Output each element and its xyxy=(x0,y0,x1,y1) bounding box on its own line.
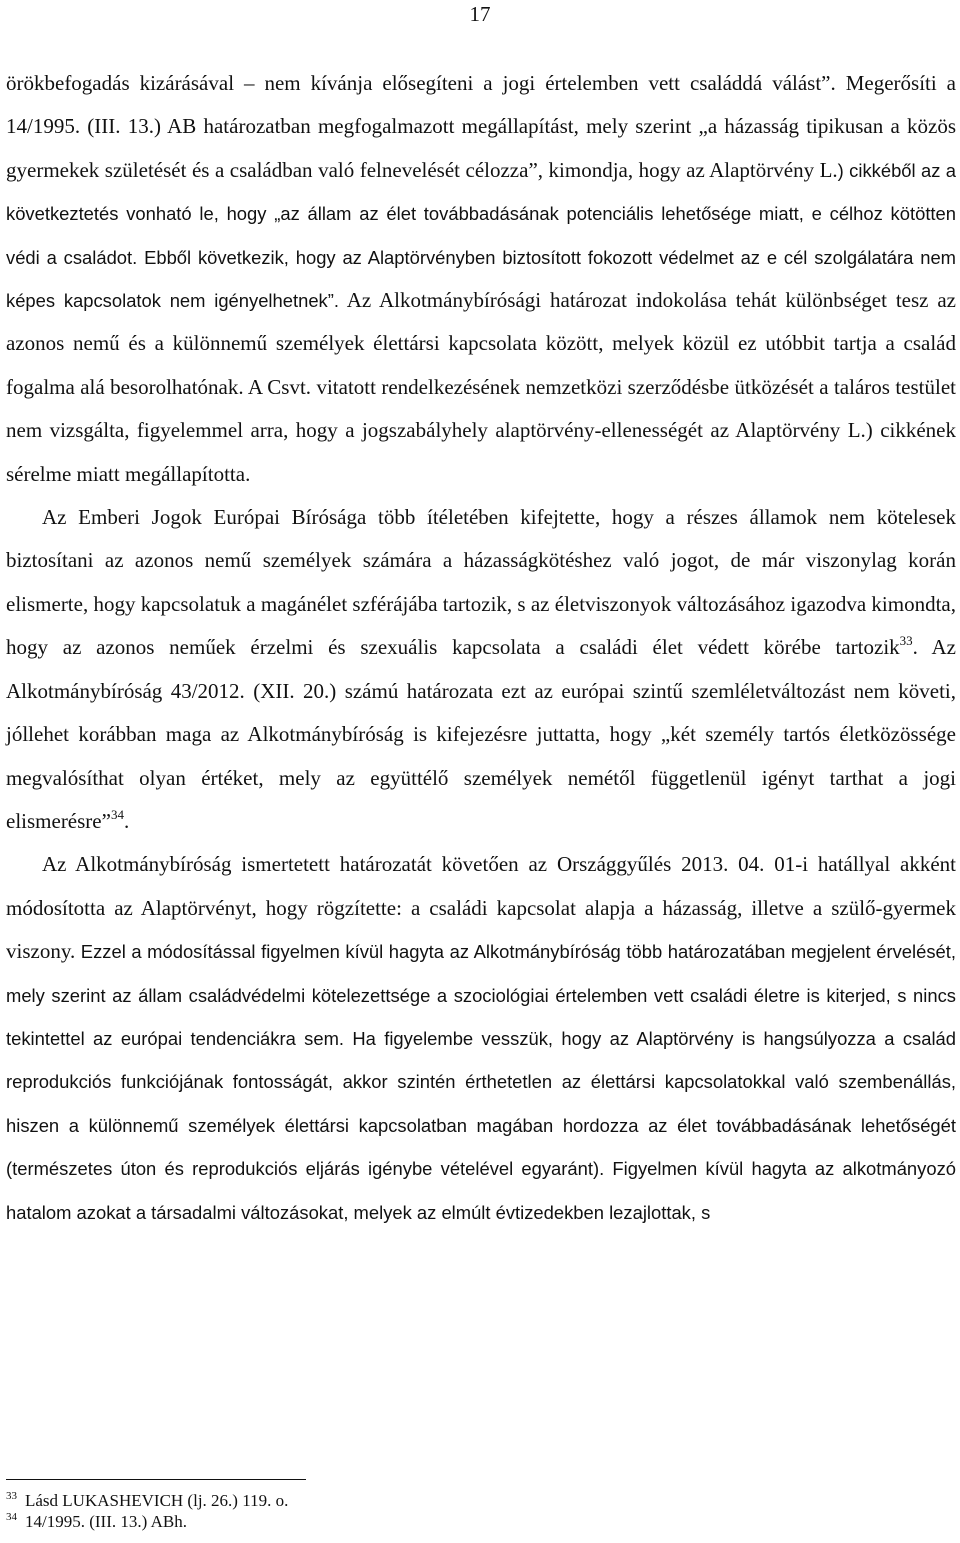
paragraph-3-part-1: Az Alkotmánybíróság ismertetett határozatát követően az Országgyűlés 2013. 04. 01-i hatállyal akként módosította az Alaptörvényt, hogy rögzítette: a családi kapcsolat alapja a házasság, illetve a szülő-gyermek viszony. xyxy=(6,852,956,964)
footnote-33 xyxy=(6,1490,956,1511)
footnote-number: 34 xyxy=(6,1511,17,1523)
paragraph-2-part-1: Az Emberi Jogok Európai Bírósága több ítéletében kifejtette, hogy a részes államok nem kötelesek biztosítani az azonos nemű személyek számára a házasságkötéshez való jogot, de már viszonylag korán elismerte, hogy kapcsolatuk a magánélet szférájába tartozik, s az életviszonyok változásához igazodva kimondta, hogy az azonos neműek érzelmi és szexuális kapcsolata a családi élet védett körébe tartozik xyxy=(6,505,956,660)
footnote-34 xyxy=(6,1511,956,1532)
footnote-ref-33[interactable]: 33 xyxy=(899,633,913,649)
footnote-text: Lásd LUKASHEVICH (lj. 26.) 119. o. xyxy=(25,1491,289,1510)
paragraph-2 xyxy=(6,496,956,843)
paragraph-1 xyxy=(6,62,956,496)
paragraph-1-part-1: örökbefogadás kizárásával – nem kívánja elősegíteni a jogi értelemben vett családdá válást”. Megerősíti a 14/1995. (III. 13.) AB határozatban megfogalmazott megállapítást, mely szerint „a házasság tipikusan a közös gyermekek születését és a családban való felnevelését célozza”, kimondja, hogy az Alaptörvény L. xyxy=(6,71,956,182)
body-text xyxy=(6,62,956,1234)
footnote-text: 14/1995. (III. 13.) ABh. xyxy=(25,1512,187,1531)
paragraph-2-part-2: . Az Alkotmánybíróság 43/2012. (XII. 20.) számú határozata ezt az európai szintű szemléletváltozást nem követi, jóllehet korábban maga az Alkotmánybíróság is kifejezésre juttatta, hogy „két személy tartós életközössége megvalósíthat olyan értéket, mely az együttélő személyek nemétől függetlenül igényt tarthat a jogi elismerésre” xyxy=(6,635,956,833)
page-number: 17 xyxy=(469,2,491,26)
footnote-separator xyxy=(6,1479,306,1480)
paragraph-3-part-2: Ezzel a módosítással figyelmen kívül hagyta az Alkotmánybíróság több határozatában megjelent érvelését, mely szerint az állam családvédelmi kötelezettsége a szociológiai értelemben vett családi életre is kiterjed, s nincs tekintettel az európai tendenciákra sem. Ha figyelembe vesszük, hogy az Alaptörvény is hangsúlyozza a család reprodukciós funkciójának fontosságát, akkor szintén érthetetlen az élettársi kapcsolatokkal való szembenállás, hiszen a különnemű személyek élettársi kapcsolatban magában hordozza az élet továbbadásának lehetőségét (természetes úton és reprodukciós eljárás igénybe vételével egyaránt). Figyelmen kívül hagyta az alkotmányozó hatalom azokat a társadalmi változásokat, melyek az elmúlt évtizedekben lezajlottak, s xyxy=(6,941,956,1223)
footnotes xyxy=(6,1490,956,1532)
paragraph-1-part-3: Az Alkotmánybírósági határozat indokolása tehát különbséget tesz az azonos nemű és a különnemű személyek élettársi kapcsolata között, melyek közül ez utóbbit tartja a család fogalma alá besorolhatónak. A Csvt. vitatott rendelkezésének nemzetközi szerződésbe ütközését a taláros testület nem vizsgálta, figyelemmel arra, hogy a jogszabályhely alaptörvény-ellenességét az Alaptörvény L.) cikkének sérelme miatt megállapította. xyxy=(6,288,957,486)
paragraph-1-part-2: ) cikkéből az a következtetés vonható le, hogy „az állam az élet továbbadásának potenciális lehetősége miatt, e célhoz kötötten védi a családot. Ebből következik, hogy az Alaptörvényben biztosított fokozott védelmet az e cél szolgálatára nem képes kapcsolatok nem igényelhetnek”. xyxy=(6,159,956,312)
footnote-number: 33 xyxy=(6,1490,17,1502)
paragraph-3 xyxy=(6,843,956,1234)
footnote-ref-34[interactable]: 34 xyxy=(110,806,124,822)
paragraph-2-part-3: . xyxy=(123,808,130,833)
